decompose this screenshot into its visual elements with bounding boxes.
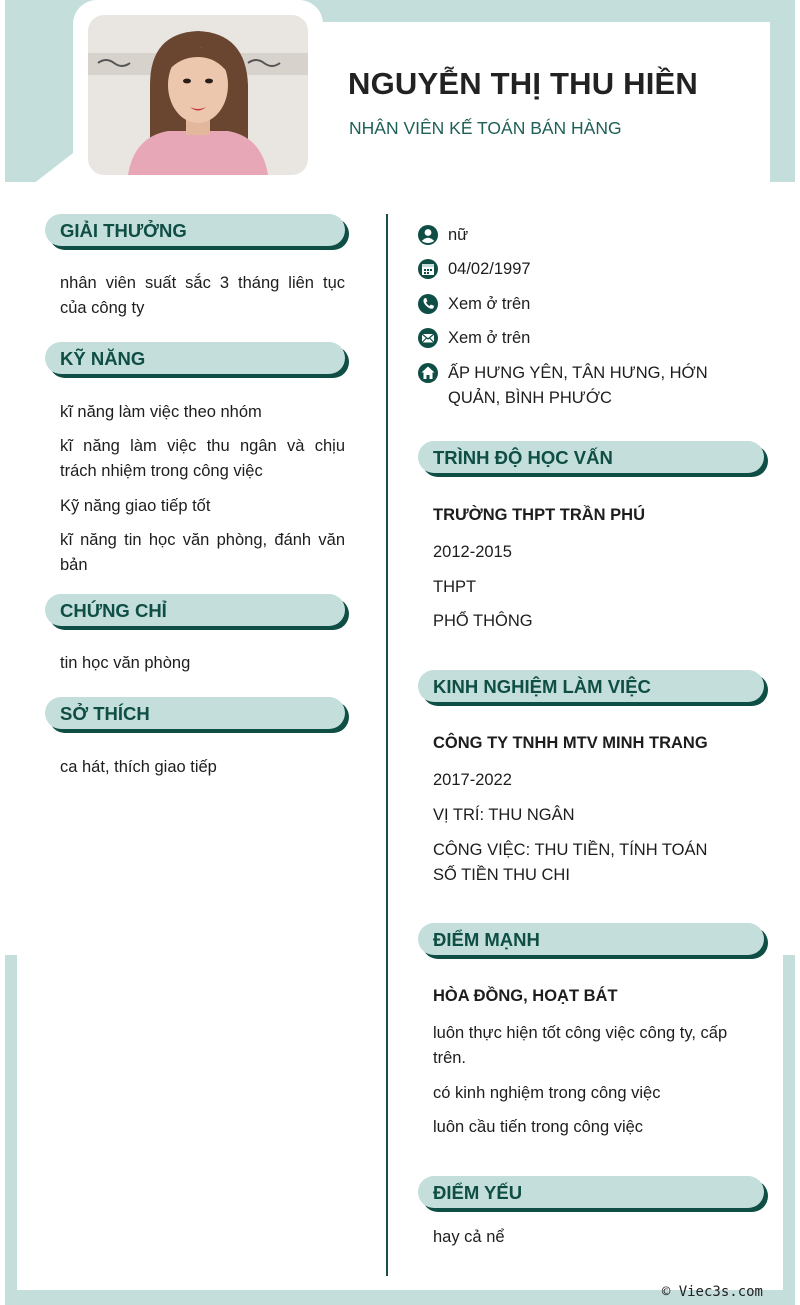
header-panel (318, 22, 770, 184)
phone-value: Xem ở trên (448, 295, 531, 313)
certificate-item: tin học văn phòng (60, 654, 191, 672)
certificates-heading: CHỨNG CHỈ (60, 600, 167, 621)
gender-value: nữ (448, 226, 469, 244)
certificates-heading-bar (45, 594, 345, 626)
strengths-title: HÒA ĐỒNG, HOẠT BÁT (433, 987, 618, 1005)
education-heading: TRÌNH ĐỘ HỌC VẤN (433, 447, 613, 468)
strengths-heading: ĐIỂM MẠNH (433, 929, 540, 950)
strength-item: có kinh nghiệm trong công việc (433, 1084, 661, 1102)
hobby-item: ca hát, thích giao tiếp (60, 758, 217, 776)
contact-address (417, 361, 733, 411)
user-icon (417, 224, 439, 246)
skill-item: kĩ năng làm việc thu ngân và chịu trách nhiệm trong công việc (60, 437, 345, 480)
strength-item: luôn cầu tiến trong công việc (433, 1118, 644, 1136)
address-value: ẤP HƯNG YÊN, TÂN HƯNG, HỚN QUẢN, BÌNH PHƯỚC (448, 364, 708, 407)
hobbies-heading-bar (45, 697, 345, 729)
skills-heading-bar (45, 342, 345, 374)
home-icon (417, 362, 439, 384)
education-school: TRƯỜNG THPT TRẦN PHÚ (433, 506, 646, 524)
phone-icon (417, 293, 439, 315)
candidate-name: NGUYỄN THỊ THU HIỀN (348, 66, 698, 101)
education-level: THPT (433, 578, 477, 596)
experience-company: CÔNG TY TNHH MTV MINH TRANG (433, 734, 708, 752)
education-period: 2012-2015 (433, 543, 512, 561)
contact-gender (417, 223, 733, 248)
weaknesses-heading-bar (418, 1176, 764, 1208)
mail-icon (417, 327, 439, 349)
experience-position: VỊ TRÍ: THU NGÂN (433, 806, 575, 824)
watermark: © Viec3s.com (661, 1284, 763, 1300)
weaknesses-heading: ĐIỂM YẾU (433, 1182, 523, 1203)
education-heading-bar (418, 441, 764, 473)
contact-phone (417, 292, 733, 317)
skill-item: kĩ năng làm việc theo nhóm (60, 403, 262, 421)
strength-item: luôn thực hiện tốt công việc công ty, cấp trên. (433, 1024, 728, 1067)
experience-heading: KINH NGHIỆM LÀM VIỆC (433, 676, 651, 697)
experience-heading-bar (418, 670, 764, 702)
education-major: PHỔ THÔNG (433, 612, 533, 630)
skill-item: kĩ năng tin học văn phòng, đánh văn bản (60, 531, 345, 574)
weakness-item: hay cả nể (433, 1228, 505, 1246)
hobbies-heading: SỞ THÍCH (60, 703, 150, 724)
experience-duties: CÔNG VIỆC: THU TIỀN, TÍNH TOÁN SỐ TIỀN THU CHI (433, 841, 708, 884)
column-divider (386, 214, 388, 1276)
skills-heading: KỸ NĂNG (60, 348, 146, 369)
awards-heading: GIẢI THƯỞNG (60, 220, 187, 241)
email-value: Xem ở trên (448, 329, 531, 347)
profile-photo (88, 15, 308, 175)
contact-email (417, 326, 733, 351)
job-title: NHÂN VIÊN KẾ TOÁN BÁN HÀNG (349, 118, 622, 138)
contact-birthdate (417, 257, 733, 282)
skill-item: Kỹ năng giao tiếp tốt (60, 497, 211, 515)
calendar-icon (417, 258, 439, 280)
experience-period: 2017-2022 (433, 771, 512, 789)
awards-heading-bar (45, 214, 345, 246)
strengths-heading-bar (418, 923, 764, 955)
award-item: nhân viên suất sắc 3 tháng liên tục của công ty (60, 274, 345, 317)
birthdate-value: 04/02/1997 (448, 260, 531, 278)
